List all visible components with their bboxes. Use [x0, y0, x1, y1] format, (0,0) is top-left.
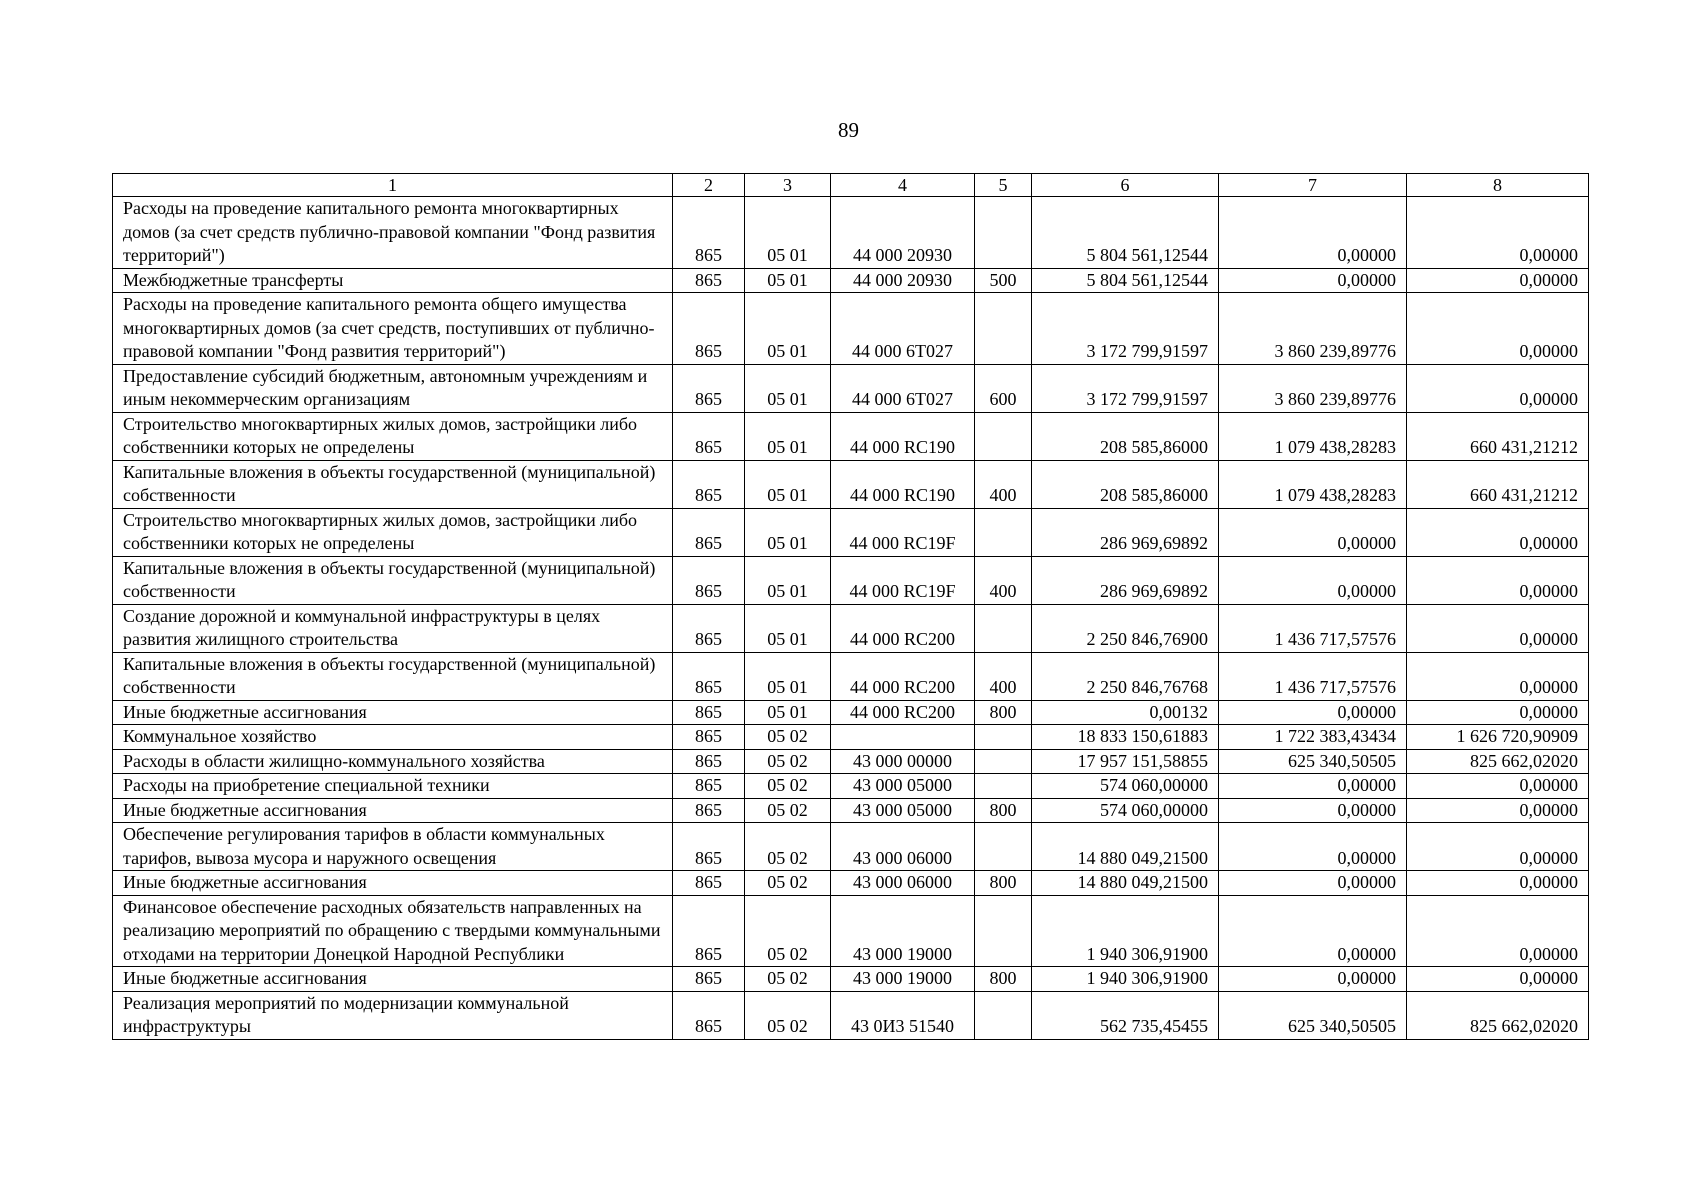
amount-col8: 825 662,02020: [1407, 991, 1589, 1039]
row-name: Капитальные вложения в объекты государственной (муниципальной) собственности: [113, 556, 673, 604]
table-row: [113, 871, 1589, 896]
table-row: [113, 725, 1589, 750]
ministry-code: 865: [673, 652, 745, 700]
section-code: 05 02: [745, 725, 831, 750]
amount-col6: 3 172 799,91597: [1032, 364, 1219, 412]
amount-col6: 14 880 049,21500: [1032, 871, 1219, 896]
expense-type-code: 400: [975, 652, 1032, 700]
column-header-2: 2: [673, 174, 745, 197]
amount-col7: 1 079 438,28283: [1219, 460, 1407, 508]
amount-col8: 0,00000: [1407, 197, 1589, 269]
target-article-code: 43 0И3 51540: [831, 991, 975, 1039]
ministry-code: 865: [673, 508, 745, 556]
amount-col6: 286 969,69892: [1032, 556, 1219, 604]
section-code: 05 01: [745, 604, 831, 652]
expense-type-code: [975, 412, 1032, 460]
table-row: [113, 556, 1589, 604]
amount-col8: 0,00000: [1407, 293, 1589, 365]
target-article-code: 44 000 20930: [831, 268, 975, 293]
column-header-8: 8: [1407, 174, 1589, 197]
column-header-1: 1: [113, 174, 673, 197]
table-row: [113, 700, 1589, 725]
section-code: 05 01: [745, 556, 831, 604]
ministry-code: 865: [673, 749, 745, 774]
amount-col8: 0,00000: [1407, 556, 1589, 604]
expense-type-code: 800: [975, 871, 1032, 896]
amount-col8: 0,00000: [1407, 798, 1589, 823]
section-code: 05 01: [745, 293, 831, 365]
expense-type-code: [975, 508, 1032, 556]
expense-type-code: [975, 823, 1032, 871]
expense-type-code: 600: [975, 364, 1032, 412]
target-article-code: 44 000 RC19F: [831, 556, 975, 604]
amount-col6: 5 804 561,12544: [1032, 197, 1219, 269]
row-name: Иные бюджетные ассигнования: [113, 871, 673, 896]
budget-table: [112, 173, 1589, 1040]
amount-col8: 0,00000: [1407, 652, 1589, 700]
section-code: 05 02: [745, 823, 831, 871]
amount-col8: 0,00000: [1407, 364, 1589, 412]
amount-col7: 1 436 717,57576: [1219, 604, 1407, 652]
amount-col8: 660 431,21212: [1407, 412, 1589, 460]
expense-type-code: [975, 774, 1032, 799]
amount-col6: 1 940 306,91900: [1032, 967, 1219, 992]
row-name: Расходы на проведение капитального ремонта общего имущества многоквартирных домов (за счет средств, поступивших от публично-правовой компании "Фонд развития территорий"): [113, 293, 673, 365]
target-article-code: 44 000 RC200: [831, 604, 975, 652]
table-row: [113, 895, 1589, 967]
row-name: Создание дорожной и коммунальной инфраструктуры в целях развития жилищного строительства: [113, 604, 673, 652]
target-article-code: 43 000 06000: [831, 871, 975, 896]
row-name: Иные бюджетные ассигнования: [113, 967, 673, 992]
target-article-code: [831, 725, 975, 750]
ministry-code: 865: [673, 412, 745, 460]
column-header-6: 6: [1032, 174, 1219, 197]
amount-col8: 0,00000: [1407, 268, 1589, 293]
ministry-code: 865: [673, 460, 745, 508]
row-name: Предоставление субсидий бюджетным, автономным учреждениям и иным некоммерческим организациям: [113, 364, 673, 412]
table-row: [113, 364, 1589, 412]
column-header-5: 5: [975, 174, 1032, 197]
amount-col8: 0,00000: [1407, 774, 1589, 799]
amount-col6: 208 585,86000: [1032, 412, 1219, 460]
amount-col8: 0,00000: [1407, 967, 1589, 992]
amount-col7: 625 340,50505: [1219, 749, 1407, 774]
row-name: Иные бюджетные ассигнования: [113, 798, 673, 823]
amount-col6: 5 804 561,12544: [1032, 268, 1219, 293]
amount-col7: 3 860 239,89776: [1219, 293, 1407, 365]
section-code: 05 02: [745, 991, 831, 1039]
ministry-code: 865: [673, 556, 745, 604]
amount-col7: 1 722 383,43434: [1219, 725, 1407, 750]
amount-col7: 0,00000: [1219, 197, 1407, 269]
row-name: Расходы на приобретение специальной техники: [113, 774, 673, 799]
expense-type-code: [975, 725, 1032, 750]
ministry-code: 865: [673, 991, 745, 1039]
amount-col7: 625 340,50505: [1219, 991, 1407, 1039]
amount-col8: 0,00000: [1407, 823, 1589, 871]
table-row: [113, 268, 1589, 293]
ministry-code: 865: [673, 725, 745, 750]
column-header-4: 4: [831, 174, 975, 197]
section-code: 05 01: [745, 364, 831, 412]
amount-col7: 0,00000: [1219, 556, 1407, 604]
amount-col6: 17 957 151,58855: [1032, 749, 1219, 774]
row-name: Межбюджетные трансферты: [113, 268, 673, 293]
amount-col7: 0,00000: [1219, 871, 1407, 896]
table-row: [113, 293, 1589, 365]
section-code: 05 01: [745, 460, 831, 508]
row-name: Финансовое обеспечение расходных обязательств направленных на реализацию мероприятий по обращению с твердыми коммунальными отходами на территории Донецкой Народной Республики: [113, 895, 673, 967]
row-name: Расходы на проведение капитального ремонта многоквартирных домов (за счет средств публично-правовой компании "Фонд развития территорий"): [113, 197, 673, 269]
amount-col7: 0,00000: [1219, 700, 1407, 725]
amount-col8: 660 431,21212: [1407, 460, 1589, 508]
amount-col6: 286 969,69892: [1032, 508, 1219, 556]
table-row: [113, 798, 1589, 823]
row-name: Иные бюджетные ассигнования: [113, 700, 673, 725]
target-article-code: 44 000 6Т027: [831, 364, 975, 412]
amount-col6: 2 250 846,76900: [1032, 604, 1219, 652]
section-code: 05 01: [745, 268, 831, 293]
amount-col7: 0,00000: [1219, 798, 1407, 823]
target-article-code: 43 000 19000: [831, 967, 975, 992]
amount-col6: 562 735,45455: [1032, 991, 1219, 1039]
amount-col8: 0,00000: [1407, 700, 1589, 725]
amount-col7: 0,00000: [1219, 895, 1407, 967]
row-name: Капитальные вложения в объекты государственной (муниципальной) собственности: [113, 460, 673, 508]
expense-type-code: 800: [975, 967, 1032, 992]
amount-col8: 0,00000: [1407, 871, 1589, 896]
amount-col7: 1 079 438,28283: [1219, 412, 1407, 460]
section-code: 05 02: [745, 967, 831, 992]
ministry-code: 865: [673, 268, 745, 293]
table-body: [113, 197, 1589, 1040]
amount-col7: 3 860 239,89776: [1219, 364, 1407, 412]
row-name: Расходы в области жилищно-коммунального хозяйства: [113, 749, 673, 774]
amount-col6: 18 833 150,61883: [1032, 725, 1219, 750]
amount-col8: 0,00000: [1407, 508, 1589, 556]
expense-type-code: [975, 991, 1032, 1039]
row-name: Обеспечение регулирования тарифов в области коммунальных тарифов, вывоза мусора и наружного освещения: [113, 823, 673, 871]
column-header-7: 7: [1219, 174, 1407, 197]
target-article-code: 44 000 RC190: [831, 460, 975, 508]
table-row: [113, 991, 1589, 1039]
expense-type-code: 400: [975, 556, 1032, 604]
target-article-code: 43 000 00000: [831, 749, 975, 774]
ministry-code: 865: [673, 197, 745, 269]
ministry-code: 865: [673, 293, 745, 365]
expense-type-code: [975, 197, 1032, 269]
target-article-code: 43 000 05000: [831, 798, 975, 823]
amount-col7: 0,00000: [1219, 774, 1407, 799]
amount-col6: 574 060,00000: [1032, 798, 1219, 823]
target-article-code: 44 000 20930: [831, 197, 975, 269]
amount-col6: 2 250 846,76768: [1032, 652, 1219, 700]
header-row: [113, 174, 1589, 197]
table-row: [113, 749, 1589, 774]
target-article-code: 43 000 05000: [831, 774, 975, 799]
section-code: 05 02: [745, 774, 831, 799]
section-code: 05 01: [745, 412, 831, 460]
page-number: 89: [838, 118, 859, 142]
amount-col6: 1 940 306,91900: [1032, 895, 1219, 967]
expense-type-code: [975, 895, 1032, 967]
target-article-code: 43 000 06000: [831, 823, 975, 871]
amount-col7: 0,00000: [1219, 967, 1407, 992]
table-row: [113, 967, 1589, 992]
target-article-code: 44 000 RC200: [831, 700, 975, 725]
section-code: 05 02: [745, 871, 831, 896]
ministry-code: 865: [673, 871, 745, 896]
ministry-code: 865: [673, 895, 745, 967]
expense-type-code: [975, 749, 1032, 774]
table-row: [113, 604, 1589, 652]
amount-col7: 0,00000: [1219, 268, 1407, 293]
amount-col6: 14 880 049,21500: [1032, 823, 1219, 871]
target-article-code: 44 000 RC190: [831, 412, 975, 460]
table-row: [113, 652, 1589, 700]
section-code: 05 02: [745, 798, 831, 823]
table-row: [113, 823, 1589, 871]
expense-type-code: 800: [975, 700, 1032, 725]
amount-col7: 1 436 717,57576: [1219, 652, 1407, 700]
amount-col6: 0,00132: [1032, 700, 1219, 725]
amount-col6: 574 060,00000: [1032, 774, 1219, 799]
amount-col6: 208 585,86000: [1032, 460, 1219, 508]
table-row: [113, 412, 1589, 460]
ministry-code: 865: [673, 604, 745, 652]
amount-col7: 0,00000: [1219, 508, 1407, 556]
ministry-code: 865: [673, 798, 745, 823]
table-row: [113, 197, 1589, 269]
row-name: Реализация мероприятий по модернизации коммунальной инфраструктуры: [113, 991, 673, 1039]
expense-type-code: [975, 293, 1032, 365]
ministry-code: 865: [673, 774, 745, 799]
table-row: [113, 460, 1589, 508]
section-code: 05 01: [745, 700, 831, 725]
ministry-code: 865: [673, 967, 745, 992]
ministry-code: 865: [673, 364, 745, 412]
row-name: Коммунальное хозяйство: [113, 725, 673, 750]
expense-type-code: 800: [975, 798, 1032, 823]
table-row: [113, 774, 1589, 799]
row-name: Строительство многоквартирных жилых домов, застройщики либо собственники которых не определены: [113, 412, 673, 460]
target-article-code: 44 000 6Т027: [831, 293, 975, 365]
section-code: 05 01: [745, 652, 831, 700]
amount-col8: 0,00000: [1407, 895, 1589, 967]
row-name: Капитальные вложения в объекты государственной (муниципальной) собственности: [113, 652, 673, 700]
amount-col6: 3 172 799,91597: [1032, 293, 1219, 365]
target-article-code: 44 000 RC200: [831, 652, 975, 700]
section-code: 05 01: [745, 197, 831, 269]
ministry-code: 865: [673, 823, 745, 871]
target-article-code: 44 000 RC19F: [831, 508, 975, 556]
amount-col7: 0,00000: [1219, 823, 1407, 871]
ministry-code: 865: [673, 700, 745, 725]
expense-type-code: 500: [975, 268, 1032, 293]
amount-col8: 825 662,02020: [1407, 749, 1589, 774]
section-code: 05 01: [745, 508, 831, 556]
table-row: [113, 508, 1589, 556]
row-name: Строительство многоквартирных жилых домов, застройщики либо собственники которых не определены: [113, 508, 673, 556]
amount-col8: 1 626 720,90909: [1407, 725, 1589, 750]
expense-type-code: 400: [975, 460, 1032, 508]
amount-col8: 0,00000: [1407, 604, 1589, 652]
section-code: 05 02: [745, 749, 831, 774]
expense-type-code: [975, 604, 1032, 652]
section-code: 05 02: [745, 895, 831, 967]
target-article-code: 43 000 19000: [831, 895, 975, 967]
column-header-3: 3: [745, 174, 831, 197]
